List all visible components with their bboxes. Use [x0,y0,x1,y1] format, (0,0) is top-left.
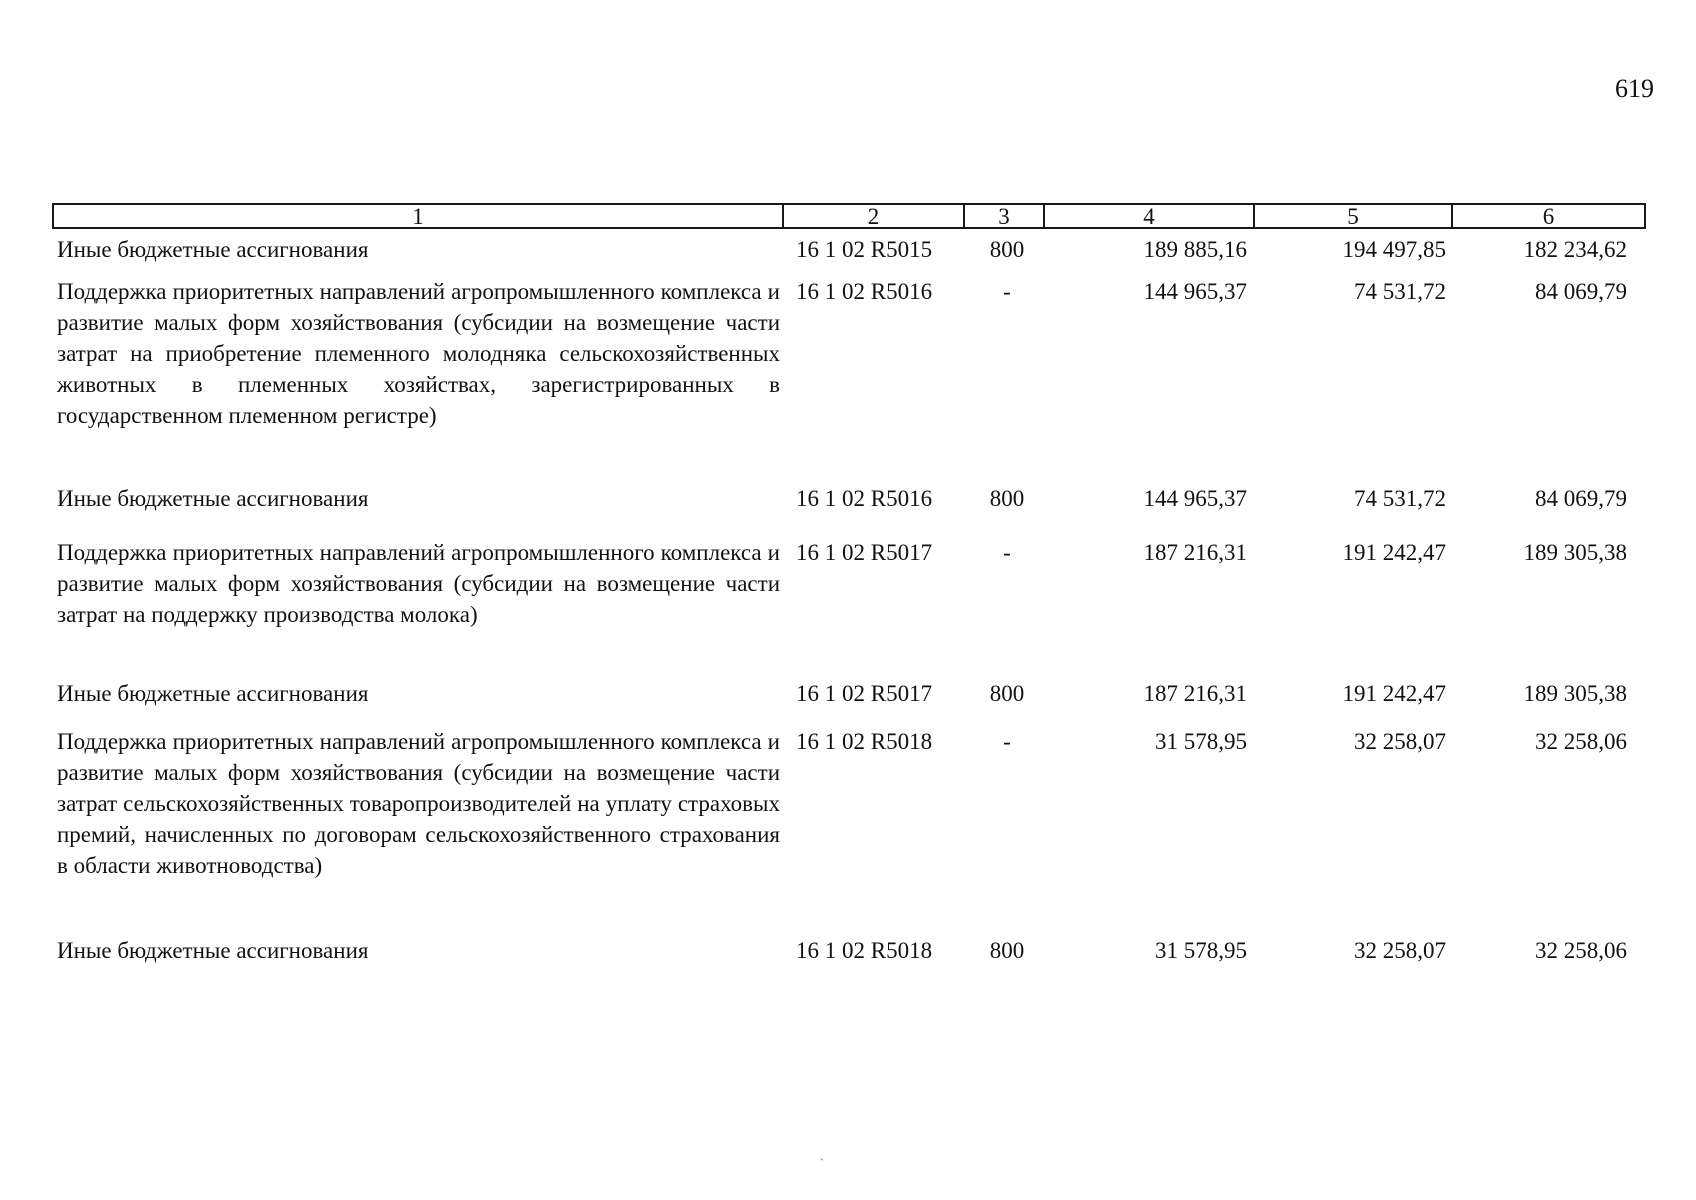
row-amount-col4: 187 216,31 [1143,681,1247,706]
row-amount-col5: 194 497,85 [1342,237,1446,262]
row-description: Иные бюджетные ассигнования [57,938,369,963]
row-amount-col5: 32 258,07 [1354,729,1446,754]
row-amount-col6: 189 305,38 [1523,540,1627,565]
row-expense-type: 800 [989,681,1025,706]
row-description: Иные бюджетные ассигнования [57,486,369,511]
header-col-1: 1 [412,203,424,229]
row-expense-type: - [1003,279,1011,304]
row-description: Иные бюджетные ассигнования [57,237,369,262]
row-amount-col4: 31 578,95 [1155,938,1247,963]
row-amount-col6: 32 258,06 [1535,729,1627,754]
row-target-code: 16 1 02 R5016 [796,279,933,304]
row-description: Поддержка приоритетных направлений агропромышленного комплекса и развитие малых форм хозяйствования (субсидии на возмещение части затрат сельскохозяйственных товаропроизводителей на уплату страховых премий, начисленных по договорам сельскохозяйственного страхования в области животноводства) [57,729,780,878]
row-expense-type: 800 [989,486,1025,511]
row-amount-col5: 74 531,72 [1354,279,1446,304]
row-amount-col6: 189 305,38 [1523,681,1627,706]
row-amount-col4: 189 885,16 [1143,237,1247,262]
row-expense-type: - [1003,729,1011,754]
row-amount-col6: 84 069,79 [1535,279,1627,304]
row-amount-col5: 74 531,72 [1354,486,1446,511]
row-amount-col6: 84 069,79 [1535,486,1627,511]
header-col-4: 4 [1043,205,1253,227]
row-description: Иные бюджетные ассигнования [57,681,369,706]
row-amount-col5: 32 258,07 [1354,938,1446,963]
table-header [52,203,1646,229]
row-amount-col4: 31 578,95 [1155,729,1247,754]
header-col-2: 2 [782,205,963,227]
header-col-5: 5 [1253,205,1451,227]
row-expense-type: 800 [989,237,1025,262]
row-expense-type: - [1003,540,1011,565]
row-amount-col4: 144 965,37 [1143,486,1247,511]
row-description: Поддержка приоритетных направлений агропромышленного комплекса и развитие малых форм хозяйствования (субсидии на возмещение части затрат на поддержку производства молока) [57,540,780,627]
row-description: Поддержка приоритетных направлений агропромышленного комплекса и развитие малых форм хозяйствования (субсидии на возмещение части затрат на приобретение племенного молодняка сельскохозяйственных животных в племенных хозяйствах, зарегистрированных в государственном племенном регистре) [57,279,780,428]
row-target-code: 16 1 02 R5017 [796,681,933,706]
row-target-code: 16 1 02 R5017 [796,540,933,565]
row-amount-col5: 191 242,47 [1342,681,1446,706]
row-amount-col6: 182 234,62 [1523,237,1627,262]
row-amount-col5: 191 242,47 [1342,540,1446,565]
scan-speck: ˋ [820,1156,824,1170]
row-amount-col4: 144 965,37 [1143,279,1247,304]
row-target-code: 16 1 02 R5016 [796,486,933,511]
row-target-code: 16 1 02 R5018 [796,729,933,754]
header-col-6: 6 [1451,205,1644,227]
row-expense-type: 800 [989,938,1025,963]
row-target-code: 16 1 02 R5018 [796,938,933,963]
row-target-code: 16 1 02 R5015 [796,237,933,262]
header-col-3: 3 [963,205,1043,227]
row-amount-col6: 32 258,06 [1535,938,1627,963]
row-amount-col4: 187 216,31 [1143,540,1247,565]
page-number: 619 [1615,74,1654,103]
